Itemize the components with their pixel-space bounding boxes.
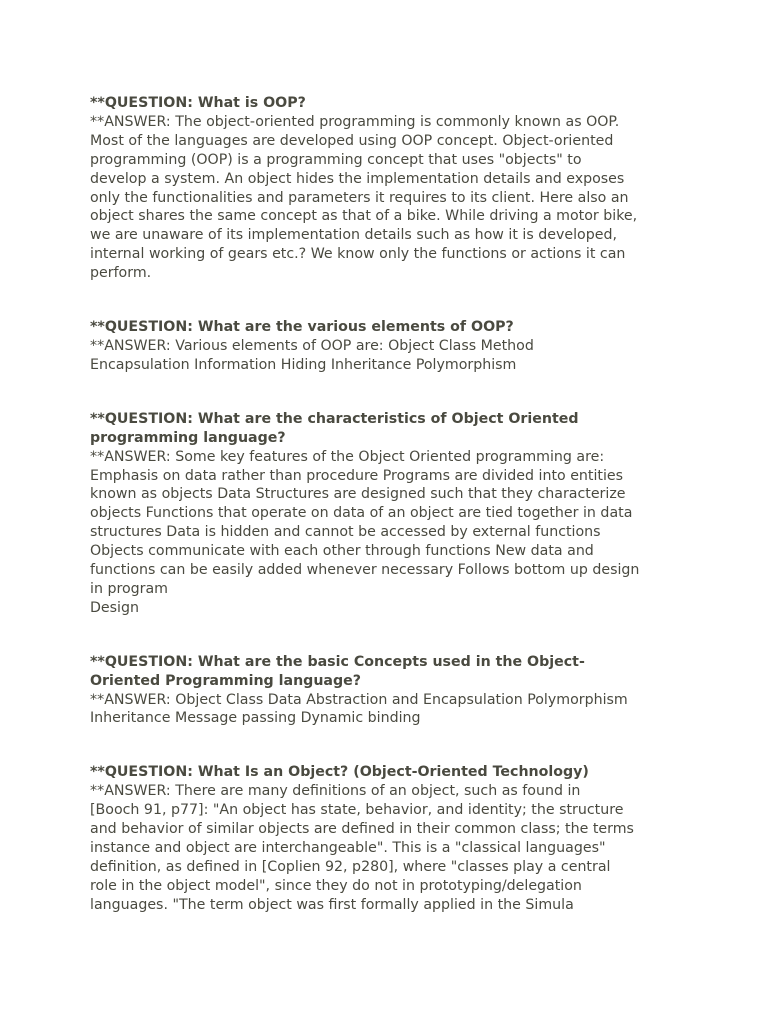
answer-line: languages. "The term object was first formally applied in the Simula [90, 896, 574, 913]
answer-text [90, 113, 690, 283]
answer-line: Encapsulation Information Hiding Inheritance Polymorphism [90, 356, 517, 373]
question-heading [90, 653, 690, 691]
answer-text [90, 782, 690, 914]
answer-line: **ANSWER: The object-oriented programming is commonly known as OOP. [90, 113, 620, 130]
answer-line: object shares the same concept as that of a bike. While driving a motor bike, [90, 208, 638, 225]
answer-line: in program [90, 580, 169, 597]
answer-line: Emphasis on data rather than procedure Programs are divided into entities [90, 467, 624, 484]
qa-block-4 [90, 653, 690, 729]
qa-block-1 [90, 94, 690, 283]
answer-line: objects Functions that operate on data of an object are tied together in data [90, 505, 633, 522]
answer-line: instance and object are interchangeable". This is a "classical languages" [90, 840, 606, 856]
qa-block-5 [90, 763, 690, 914]
document-page [90, 94, 690, 950]
answer-text [90, 448, 690, 618]
answer-line: [Booch 91, p77]: "An object has state, behavior, and identity; the structure [90, 802, 624, 819]
answer-line: Design [90, 599, 139, 616]
question-line: **QUESTION: What are the characteristics of Object Oriented [90, 410, 579, 427]
answer-line: develop a system. An object hides the implementation details and exposes [90, 170, 625, 187]
answer-line: **ANSWER: Object Class Data Abstraction and Encapsulation Polymorphism [90, 691, 628, 708]
answer-text [90, 691, 690, 729]
answer-line: only the functionalities and parameters it requires to its client. Here also an [90, 189, 629, 206]
answer-line: Most of the languages are developed using OOP concept. Object-oriented [90, 132, 614, 149]
question-line: **QUESTION: What are the various elements of OOP? [90, 319, 514, 336]
answer-line: programming (OOP) is a programming concept that uses "objects" to [90, 151, 582, 168]
qa-block-2 [90, 318, 690, 375]
qa-block-3 [90, 410, 690, 618]
question-line: **QUESTION: What is OOP? [90, 95, 306, 111]
answer-line: definition, as defined in [Coplien 92, p280], where "classes play a central [90, 858, 611, 875]
answer-line: Inheritance Message passing Dynamic binding [90, 710, 421, 727]
answer-line: known as objects Data Structures are designed such that they characterize [90, 486, 626, 503]
question-line: **QUESTION: What Is an Object? (Object-Oriented Technology) [90, 764, 589, 781]
answer-line: role in the object model", since they do not in prototyping/delegation [90, 877, 582, 894]
question-line: programming language? [90, 429, 286, 446]
answer-line: and behavior of similar objects are defined in their common class; the terms [90, 821, 634, 838]
answer-line: internal working of gears etc.? We know only the functions or actions it can [90, 246, 626, 263]
answer-text [90, 337, 690, 375]
answer-line: **ANSWER: Some key features of the Object Oriented programming are: [90, 448, 605, 465]
question-heading [90, 318, 690, 337]
answer-line: structures Data is hidden and cannot be accessed by external functions [90, 524, 601, 541]
answer-line: **ANSWER: Various elements of OOP are: Object Class Method [90, 337, 534, 354]
answer-line: **ANSWER: There are many definitions of an object, such as found in [90, 783, 581, 800]
answer-line: Objects communicate with each other through functions New data and [90, 543, 594, 560]
question-heading [90, 763, 690, 782]
question-heading [90, 410, 690, 448]
question-line: **QUESTION: What are the basic Concepts used in the Object- [90, 653, 585, 670]
question-line: Oriented Programming language? [90, 672, 362, 689]
answer-line: functions can be easily added whenever necessary Follows bottom up design [90, 562, 640, 579]
question-heading [90, 94, 690, 113]
answer-line: we are unaware of its implementation details such as how it is developed, [90, 227, 617, 244]
answer-line: perform. [90, 265, 152, 282]
